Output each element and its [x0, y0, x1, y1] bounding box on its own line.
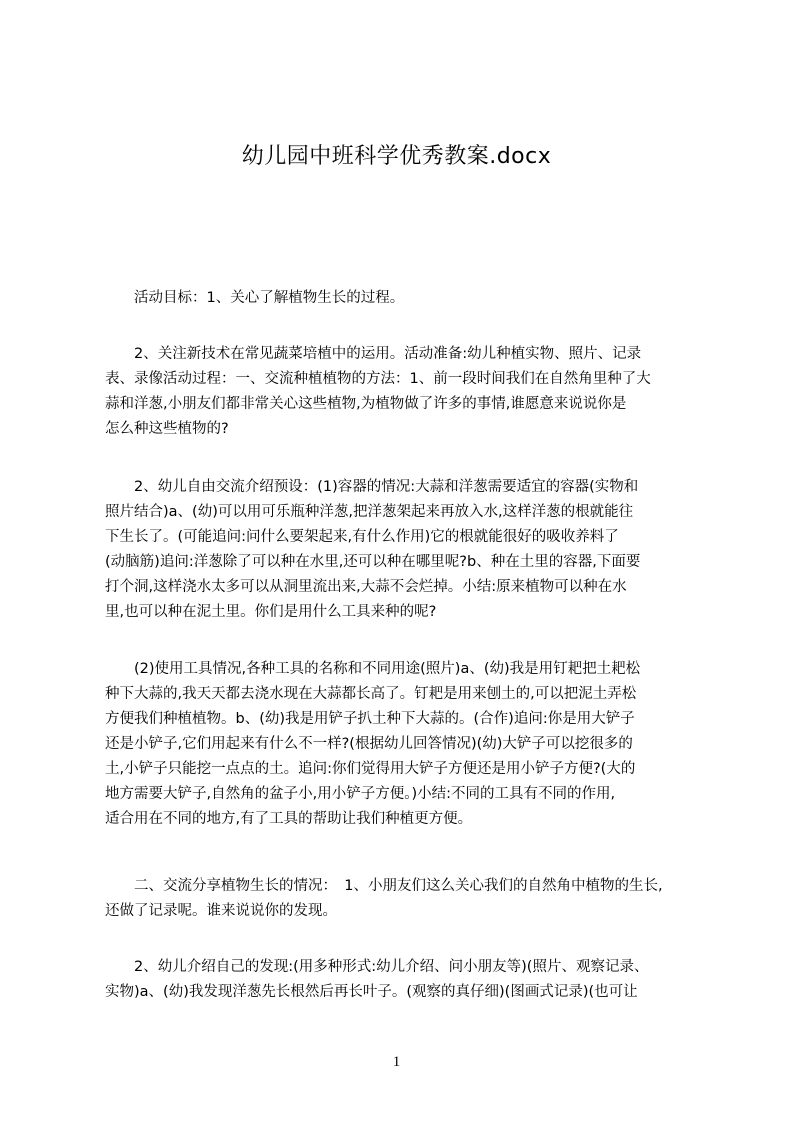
text-line: 还是小铲子,它们用起来有什么不一样?(根据幼儿回答情况)(幼)大铲子可以挖很多的	[105, 736, 633, 752]
text-line: 活动目标：1、关心了解植物生长的过程。	[105, 290, 405, 306]
text-line: 打个洞,这样浇水太多可以从洞里流出来,大蒜不会烂掉。小结:原来植物可以种在水	[105, 579, 627, 595]
paragraph-objectives	[105, 286, 712, 311]
text-line: 种下大蒜的,我天天都去浇水现在大蒜都长高了。钉耙是用来刨土的,可以把泥土弄松	[105, 686, 637, 702]
text-line: 2、关注新技术在常见蔬菜培植中的运用。活动准备:幼儿种植实物、照片、记录	[105, 346, 642, 362]
text-line: 怎么种这些植物的?	[105, 421, 229, 437]
text-line: 2、幼儿介绍自己的发现:(用多种形式:幼儿介绍、问小朋友等)(照片、观察记录、	[105, 959, 649, 975]
text-line: 方便我们种植植物。b、(幼)我是用铲子扒土种下大蒜的。(合作)追问:你是用大铲子	[105, 711, 635, 727]
text-line: 二、交流分享植物生长的情况： 1、小朋友们这么关心我们的自然角中植物的生长,	[105, 878, 663, 894]
text-line: 2、幼儿自由交流介绍预设：(1)容器的情况:大蒜和洋葱需要适宜的容器(实物和	[105, 479, 639, 495]
text-line: (动脑筋)追问:洋葱除了可以种在水里,还可以种在哪里呢?b、种在土里的容器,下面要	[105, 554, 641, 570]
text-line: 适合用在不同的地方,有了工具的帮助让我们种植更方便。	[105, 811, 473, 827]
paragraph-discoveries	[105, 955, 712, 1005]
paragraph-sharing	[105, 874, 712, 924]
text-line: 实物)a、(幼)我发现洋葱先长根然后再长叶子。(观察的真仔细)(图画式记录)(也可让	[105, 984, 638, 1000]
text-line: 地方需要大铲子,自然角的盆子小,用小铲子方便。)小结:不同的工具有不同的作用,	[105, 786, 616, 802]
text-line: (2)使用工具情况,各种工具的名称和不同用途(照片)a、(幼)我是用钉耙把土耙松	[105, 661, 641, 677]
document-title: 幼儿园中班科学优秀教案.docx	[241, 144, 552, 169]
text-line: 照片结合)a、(幼)可以用可乐瓶种洋葱,把洋葱架起来再放入水,这样洋葱的根就能往	[105, 504, 634, 520]
text-line: 还做了记录呢。谁来说说你的发现。	[105, 903, 337, 919]
text-line: 表、录像活动过程：一、交流种植植物的方法：1、前一段时间我们在自然角里种了大	[105, 371, 651, 387]
text-line: 里,也可以种在泥土里。你们是用什么工具来种的呢?	[105, 604, 437, 620]
paragraph-preparation	[105, 342, 712, 442]
text-line: 蒜和洋葱,小朋友们都非常关心这些植物,为植物做了许多的事情,谁愿意来说说你是	[105, 396, 627, 412]
paragraph-containers	[105, 475, 712, 625]
text-line: 土,小铲子只能挖一点点的土。追问:你们觉得用大铲子方便还是用小铲子方便?(大的	[105, 761, 636, 777]
text-line: 下生长了。(可能追问:问什么要架起来,有什么作用)它的根就能很好的吸收养料了	[105, 529, 619, 545]
page-number: 1	[392, 1054, 401, 1070]
paragraph-tools	[105, 657, 712, 832]
